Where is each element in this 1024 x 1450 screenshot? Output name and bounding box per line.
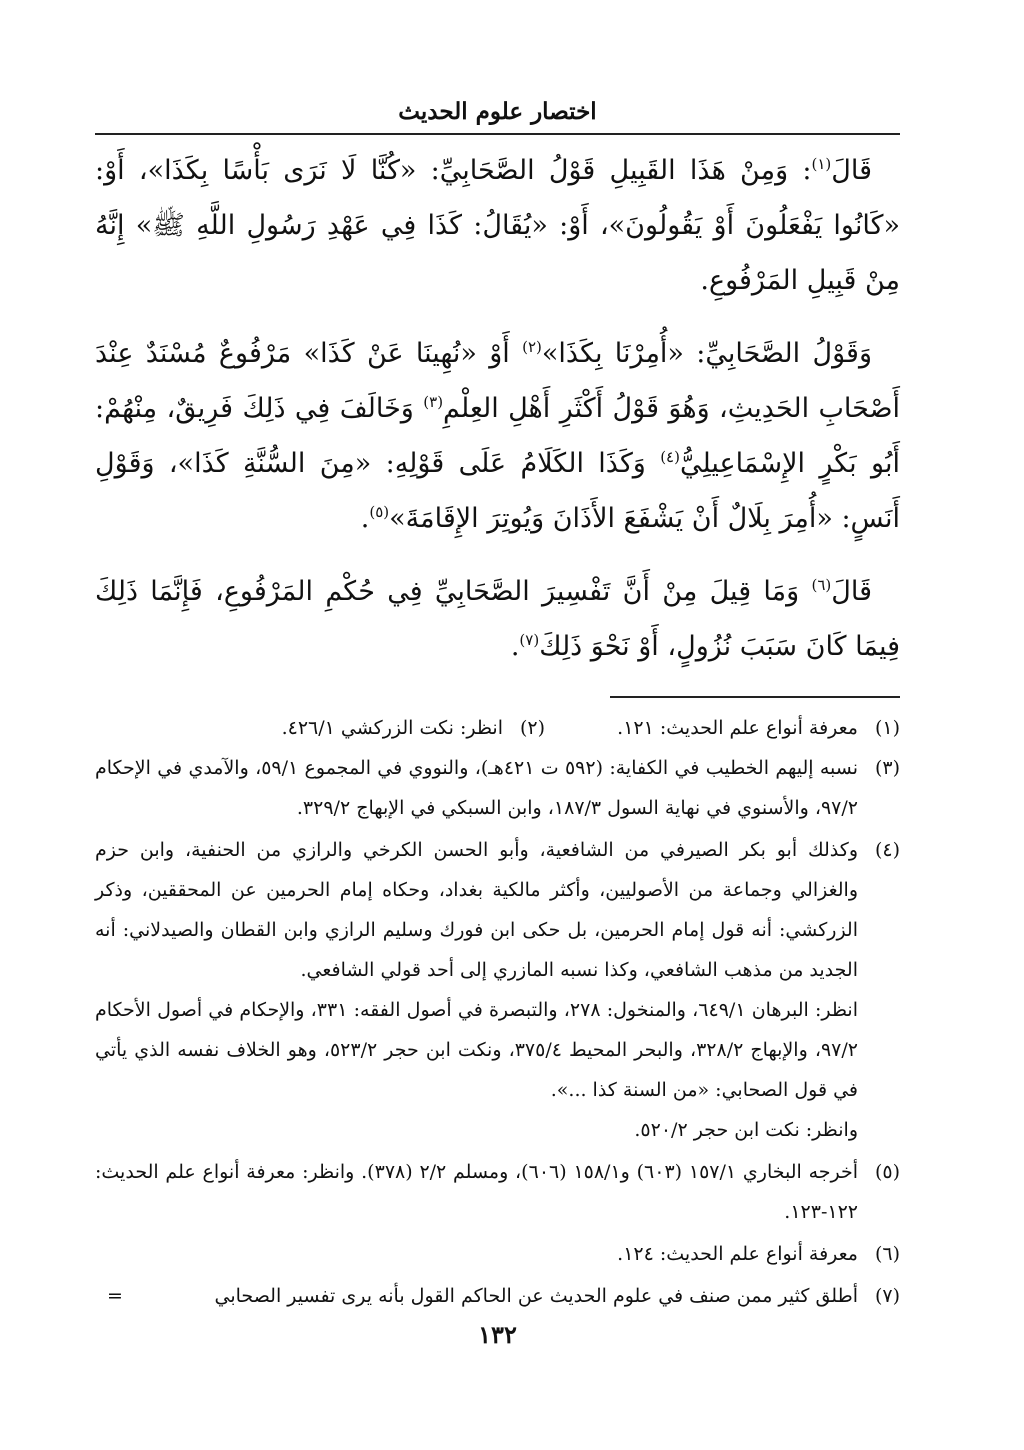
paragraph-2-part-b: أَوْ «نُهِينَا عَنْ كَذَا» مَرْفُوعٌ مُسْنَدٌ عِنْدَ أَصْحَابِ الحَدِيثِ، وَهُوَ قَوْلُ أَكْثَرِ أَهْلِ العِلْمِ xyxy=(95,338,901,424)
paragraph-3-lead: قَالَ xyxy=(831,576,872,607)
footnote-ref-1[interactable]: (١) xyxy=(811,155,832,173)
footnote-6-number: (٦) xyxy=(874,1243,900,1265)
footnote-ref-6[interactable]: (٦) xyxy=(811,576,832,594)
paragraph-3 xyxy=(95,564,900,674)
paragraph-1 xyxy=(95,143,900,308)
footnote-5-text: أخرجه البخاري ١٥٧/١ (٦٠٣) و١٥٨/١ (٦٠٦)، ومسلم ٢/٢ (٣٧٨). وانظر: معرفة أنواع علم الحديث: ١٢٢-١٢٣. xyxy=(95,1161,859,1223)
paragraph-1-text: : وَمِنْ هَذَا القَبِيلِ قَوْلُ الصَّحَابِيِّ: «كُنَّا لَا نَرَى بَأْسًا بِكَذَا»، أَوْ: «كَانُوا يَفْعَلُونَ أَوْ يَقُولُونَ»، أَوْ: «يُقَالُ: كَذَا فِي عَهْدِ رَسُولِ اللَّهِ ﷺ» إِنَّهُ مِنْ قَبِيلِ المَرْفُوعِ. xyxy=(95,155,900,296)
footnote-1-number: (١) xyxy=(874,717,900,739)
paragraph-2-part-e: . xyxy=(360,503,370,534)
footnote-3-text: نسبه إليهم الخطيب في الكفاية: (٥٩٢ ت ٤٢١هـ)، والنووي في المجموع ٥٩/١، والآمدي في الإحكام ٩٧/٢، والأسنوي في نهاية السول ١٨٧/٣، وابن السبكي في الإبهاج ٣٢٩/٢. xyxy=(95,757,858,819)
footnote-7 xyxy=(95,1276,900,1316)
footnote-separator xyxy=(610,696,900,698)
header-rule xyxy=(95,133,900,135)
footnote-2-text: انظر: نكت الزركشي ٤٢٦/١. xyxy=(281,717,503,739)
paragraph-2-part-d: وَكَذَا الكَلَامُ عَلَى قَوْلِهِ: «مِنَ السُّنَّةِ كَذَا»، وَقَوْلِ أَنَسٍ: «أُمِرَ بِلَالٌ أَنْ يَشْفَعَ الأَذَانَ وَيُوتِرَ الإِقَامَةَ» xyxy=(95,448,900,534)
footnote-4 xyxy=(95,830,900,1150)
continuation-mark: = xyxy=(107,1285,123,1307)
page-number: ١٣٢ xyxy=(478,1320,517,1349)
paragraph-3-part-a: وَمَا قِيلَ مِنْ أَنَّ تَفْسِيرَ الصَّحَابِيِّ فِي حُكْمِ المَرْفُوعِ، فَإِنَّمَا ذَلِكَ فِيمَا كَانَ سَبَبَ نُزُولٍ، أَوْ نَحْوَ ذَلِكَ xyxy=(95,576,900,662)
footnote-1 xyxy=(545,708,900,748)
footnote-4-text: وكذلك أبو بكر الصيرفي من الشافعية، وأبو الحسن الكرخي والرازي من الحنفية، وابن حزم والغزالي وجماعة من الأصوليين، وأكثر مالكية بغداد، وحكاه إمام الحرمين عن المحققين، وذكر الزركشي: أنه قول إمام الحرمين، بل حكى ابن فورك وسليم الرازي وابن القطان والصيدلاني: أنه الجديد من مذهب الشافعي، وكذا نسبه المازري إلى أحد قولي الشافعي. xyxy=(95,839,858,981)
footnote-6-text: معرفة أنواع علم الحديث: ١٢٤. xyxy=(617,1243,858,1265)
footnote-2-number: (٢) xyxy=(519,717,545,739)
running-title: اختصار علوم الحديث xyxy=(398,98,597,125)
paragraph-3-part-b: . xyxy=(510,631,520,662)
paragraph-2-part-c: وَخَالَفَ فِي ذَلِكَ فَرِيقٌ، مِنْهُمْ: أَبُو بَكْرٍ الإِسْمَاعِيلِيُّ xyxy=(95,393,900,479)
footnote-4-references: انظر: البرهان ٦٤٩/١، والمنخول: ٢٧٨، والتبصرة في أصول الفقه: ٣٣١، والإحكام في أصول الأحكام ٩٧/٢، والإبهاج ٣٢٨/٢، والبحر المحيط ٣٧٥/٤، ونكت ابن حجر ٥٢٣/٢، وهو الخلاف نفسه الذي يأتي في قول الصحابي: «من السنة كذا ...». xyxy=(95,999,858,1101)
main-text xyxy=(95,143,900,674)
footnote-ref-7[interactable]: (٧) xyxy=(519,631,540,649)
footnote-ref-2[interactable]: (٢) xyxy=(522,338,542,356)
page xyxy=(95,95,900,1395)
footnote-1-text: معرفة أنواع علم الحديث: ١٢١. xyxy=(617,717,858,739)
footnote-5 xyxy=(95,1152,900,1232)
paragraph-2-part-a: وَقَوْلُ الصَّحَابِيِّ: «أُمِرْنَا بِكَذَا» xyxy=(541,338,872,369)
footnote-6 xyxy=(95,1234,900,1274)
paragraph-1-lead: قَالَ xyxy=(831,155,872,186)
footnote-4-see-also: وانظر: نكت ابن حجر ٥٢٠/٢. xyxy=(634,1119,858,1141)
footnote-ref-5[interactable]: (٥) xyxy=(369,503,390,521)
footnote-3-number: (٣) xyxy=(874,757,900,779)
paragraph-2 xyxy=(95,326,900,546)
footnote-3 xyxy=(95,748,900,828)
footnote-4-number: (٤) xyxy=(874,839,900,861)
footnote-2 xyxy=(282,708,545,748)
footnote-ref-4[interactable]: (٤) xyxy=(660,448,680,466)
footnote-7-text: أطلق كثير ممن صنف في علوم الحديث عن الحاكم القول بأنه يرى تفسير الصحابي xyxy=(214,1285,858,1307)
footnote-ref-3[interactable]: (٣) xyxy=(423,393,444,411)
footnotes xyxy=(95,708,900,1316)
footnote-5-number: (٥) xyxy=(874,1161,900,1183)
footnote-7-number: (٧) xyxy=(874,1285,900,1307)
footnote-pair-1-2 xyxy=(95,708,900,748)
